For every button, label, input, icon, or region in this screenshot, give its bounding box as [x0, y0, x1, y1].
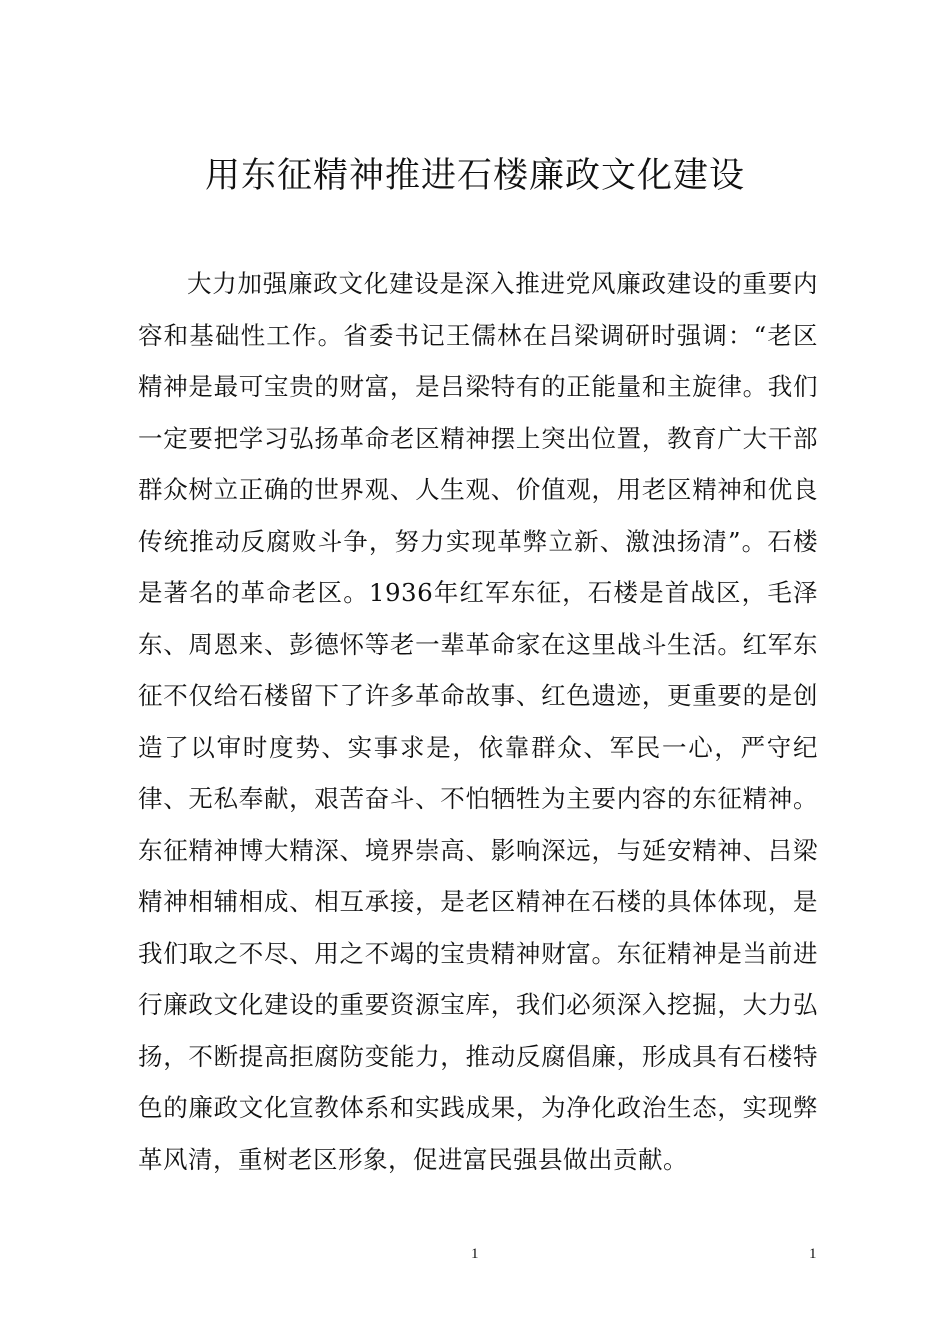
page-title: 用东征精神推进石楼廉政文化建设	[204, 156, 745, 196]
page-number-right: 1	[809, 1246, 817, 1262]
body-paragraph: 大力加强廉政文化建设是深入推进党风廉政建设的重要内容和基础性工作。省委书记王儒林在吕梁调研时强调：“老区精神是最可宝贵的财富，是吕梁特有的正能量和主旋律。我们一定要把学习弘扬革命老区精神摆上突出位置，教育广大干部群众树立正确的世界观、人生观、价值观，用老区精神和优良传统推动反腐败斗争，努力实现革弊立新、激浊扬清”。石楼是著名的革命老区。1936年红军东征，石楼是首战区，毛泽东、周恩来、彭德怀等老一辈革命家在这里战斗生活。红军东征不仅给石楼留下了许多革命故事、红色遗迹，更重要的是创造了以审时度势、实事求是，依靠群众、军民一心，严守纪律、无私奉献，艰苦奋斗、不怕牺牲为主要内容的东征精神。东征精神博大精深、境界崇高、影响深远，与延安精神、吕梁精神相辅相成、相互承接，是老区精神在石楼的具体体现，是我们取之不尽、用之不竭的宝贵精神财富。东征精神是当前进行廉政文化建设的重要资源宝库，我们必须深入挖掘，大力弘扬，不断提高拒腐防变能力，推动反腐倡廉，形成具有石楼特色的廉政文化宣教体系和实践成果，为净化政治生态，实现弊革风清，重树老区形象，促进富民强县做出贡献。	[138, 269, 818, 1174]
page-number: 1	[471, 1246, 479, 1262]
